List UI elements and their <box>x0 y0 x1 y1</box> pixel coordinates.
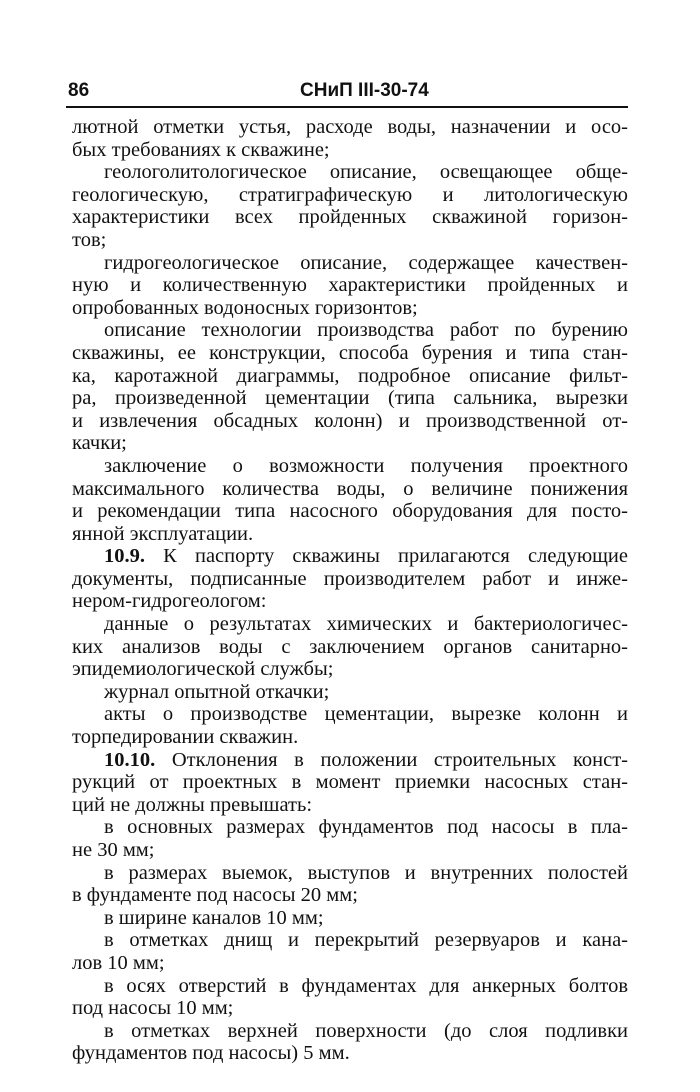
text-line <box>72 478 628 501</box>
section-number: 10.10. <box>104 748 156 771</box>
text-line <box>72 365 628 388</box>
page-number: 86 <box>68 80 90 101</box>
text-line <box>72 500 628 523</box>
line-text: данные о результатах химических и бактериологичес- <box>104 613 628 636</box>
text-line <box>72 613 628 636</box>
line-text: документы, подписанные производителем работ и инже- <box>72 567 628 590</box>
line-text: в отметках днищ и перекрытий резервуаров и кана- <box>104 929 628 952</box>
text-line <box>72 929 628 952</box>
line-text: опробованных водоносных горизонтов; <box>72 296 418 319</box>
text-line <box>72 703 628 726</box>
text-line <box>72 319 628 342</box>
text-line <box>72 545 628 568</box>
text-line <box>72 771 628 794</box>
text-line <box>72 975 628 998</box>
line-text: скважины, ее конструкции, способа бурения и типа стан- <box>72 341 628 364</box>
line-text: в размерах выемок, выступов и внутренних полостей <box>104 861 628 884</box>
line-text: характеристики всех пройденных скважиной горизон- <box>72 206 628 229</box>
text-line <box>72 410 628 433</box>
text-line <box>72 161 628 184</box>
text-line <box>72 590 628 613</box>
line-text: максимального количества воды, о величине понижения <box>72 477 628 500</box>
line-text: бых требованиях к скважине; <box>72 138 330 161</box>
text-line <box>72 839 628 862</box>
line-text: в основных размерах фундаментов под насосы в пла- <box>104 816 628 839</box>
section-number: 10.9. <box>104 545 145 568</box>
text-line <box>72 794 628 817</box>
line-text: журнал опытной откачки; <box>104 680 330 703</box>
text-line <box>72 116 628 139</box>
line-text: гидрогеологическое описание, содержащее качествен- <box>104 251 628 274</box>
text-line <box>72 274 628 297</box>
line-text: акты о производстве цементации, вырезке колонн и <box>104 703 628 726</box>
line-text: и рекомендации типа насосного оборудования для посто- <box>72 500 628 523</box>
line-text: геологическую, стратиграфическую и литологическую <box>72 183 628 206</box>
text-line <box>72 229 628 252</box>
text-line <box>72 342 628 365</box>
text-line <box>72 568 628 591</box>
line-text: Отклонения в положении строительных конст- <box>155 748 628 771</box>
line-text: не 30 мм; <box>72 839 155 861</box>
line-text: лов 10 мм; <box>72 951 165 974</box>
line-text: ких анализов воды с заключением органов санитарно- <box>72 635 628 658</box>
text-line <box>72 252 628 275</box>
text-line <box>72 816 628 839</box>
text-line <box>72 432 628 455</box>
text-line <box>72 749 628 772</box>
text-line <box>72 387 628 410</box>
line-text: в ширине каналов 10 мм; <box>104 906 324 929</box>
text-line <box>72 184 628 207</box>
text-line <box>72 997 628 1020</box>
line-text: в осях отверстий в фундаментах для анкерных болтов <box>104 974 628 997</box>
line-text: и извлечения обсадных колонн) и производственной от- <box>72 409 628 432</box>
text-line <box>72 636 628 659</box>
text-line <box>72 884 628 907</box>
text-line <box>72 1020 628 1043</box>
line-text: качки; <box>72 432 127 455</box>
text-line <box>72 658 628 681</box>
running-title: СНиП III-30-74 <box>300 80 429 101</box>
line-text: нером-гидрогеологом: <box>72 590 267 613</box>
line-text: ций не должны превышать: <box>72 793 313 816</box>
line-text: лютной отметки устья, расходе воды, назначении и осо- <box>72 116 628 138</box>
line-text: янной эксплуатации. <box>72 522 254 545</box>
text-line <box>72 907 628 930</box>
text-line <box>72 726 628 749</box>
line-text: ную и количественную характеристики пройденных и <box>72 274 628 297</box>
text-line <box>72 455 628 478</box>
line-text: в отметках верхней поверхности (до слоя подливки <box>104 1019 628 1042</box>
text-line <box>72 139 628 162</box>
body-text <box>72 116 628 1065</box>
text-line <box>72 297 628 320</box>
line-text: описание технологии производства работ по бурению <box>104 319 628 342</box>
text-line <box>72 952 628 975</box>
text-line <box>72 206 628 229</box>
line-text: торпедировании скважин. <box>72 726 299 749</box>
text-line <box>72 862 628 885</box>
text-line <box>72 681 628 704</box>
line-text: ра, произведенной цементации (типа сальника, вырезки <box>72 387 628 410</box>
line-text: фундаментов под насосы) 5 мм. <box>72 1042 350 1065</box>
line-text: рукций от проектных в момент приемки насосных стан- <box>72 771 628 794</box>
line-text: ка, каротажной диаграммы, подробное описание фильт- <box>72 364 628 387</box>
line-text: тов; <box>72 228 107 251</box>
text-line <box>72 523 628 546</box>
line-text: эпидемиологической службы; <box>72 658 334 681</box>
line-text: под насосы 10 мм; <box>72 997 234 1020</box>
line-text: К паспорту скважины прилагаются следующие <box>145 545 628 568</box>
line-text: геологолитологическое описание, освещающее обще- <box>104 161 628 184</box>
text-line <box>72 1042 628 1065</box>
line-text: в фундаменте под насосы 20 мм; <box>72 884 358 907</box>
line-text: заключение о возможности получения проектного <box>104 454 628 477</box>
header-rule <box>66 106 628 108</box>
